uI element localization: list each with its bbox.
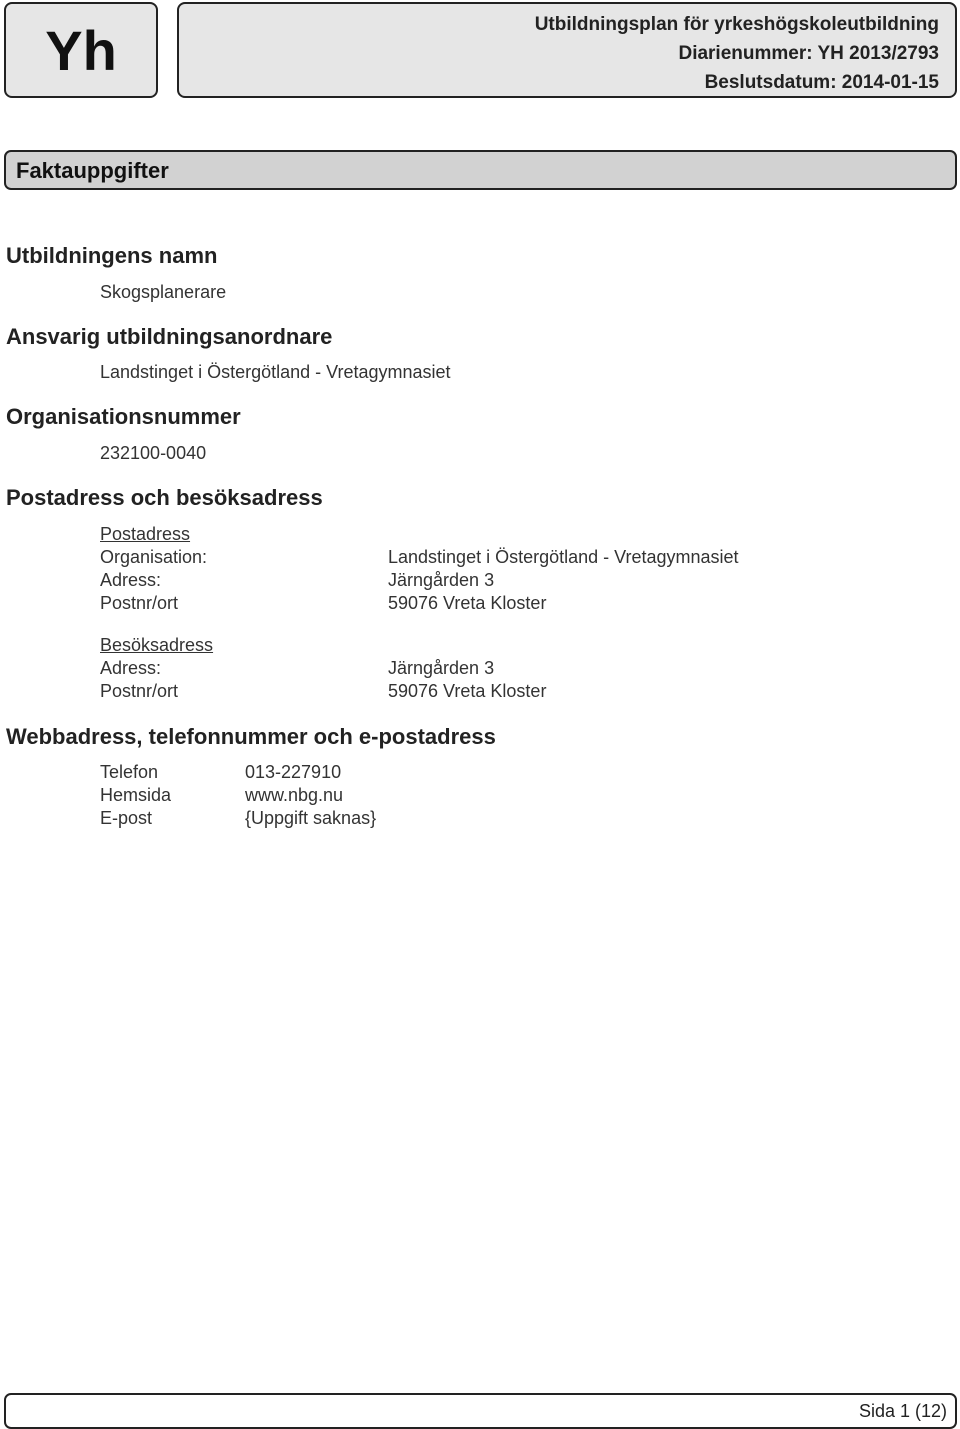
email-label: E-post [100, 808, 153, 828]
postal-org-label: Organisation: [100, 547, 208, 567]
document-title: Utbildningsplan för yrkeshögskoleutbildning [534, 14, 939, 35]
yh-logo [4, 2, 158, 98]
education-name-value: Skogsplanerare [100, 282, 227, 302]
org-number-value: 232100-0040 [100, 443, 207, 463]
visit-address-title: Besöksadress [100, 635, 214, 655]
provider-value: Landstinget i Östergötland - Vretagymnasiet [100, 362, 451, 382]
email-value: {Uppgift saknas} [245, 808, 377, 828]
page-number: Sida 1 (12) [858, 1401, 947, 1421]
postal-address-value: Järngården 3 [388, 570, 495, 590]
document-header [177, 2, 957, 98]
logo-text: Yh [45, 18, 117, 82]
addresses-heading: Postadress och besöksadress [6, 485, 323, 510]
diary-number: Diarienummer: YH 2013/2793 [678, 43, 939, 64]
phone-label: Telefon [100, 762, 159, 782]
provider-heading: Ansvarig utbildningsanordnare [6, 324, 333, 349]
section-bar-faktauppgifter [4, 150, 957, 190]
page-footer [4, 1393, 957, 1429]
postal-address-title: Postadress [100, 524, 191, 544]
decision-date: Beslutsdatum: 2014-01-15 [704, 72, 939, 93]
contact-heading: Webbadress, telefonnummer och e-postadress [6, 724, 496, 749]
org-number-heading: Organisationsnummer [6, 404, 241, 429]
education-name-heading: Utbildningens namn [6, 243, 218, 268]
website-value: www.nbg.nu [245, 785, 344, 805]
phone-value: 013-227910 [245, 762, 342, 782]
postal-zip-value: 59076 Vreta Kloster [388, 593, 547, 613]
visit-zip-value: 59076 Vreta Kloster [388, 681, 547, 701]
visit-address-value: Järngården 3 [388, 658, 495, 678]
website-label: Hemsida [100, 785, 172, 805]
section-title: Faktauppgifter [16, 158, 169, 183]
postal-zip-label: Postnr/ort [100, 593, 179, 613]
postal-address-label: Adress: [100, 570, 162, 590]
postal-org-value: Landstinget i Östergötland - Vretagymnasiet [388, 547, 739, 567]
visit-zip-label: Postnr/ort [100, 681, 179, 701]
visit-address-label: Adress: [100, 658, 162, 678]
